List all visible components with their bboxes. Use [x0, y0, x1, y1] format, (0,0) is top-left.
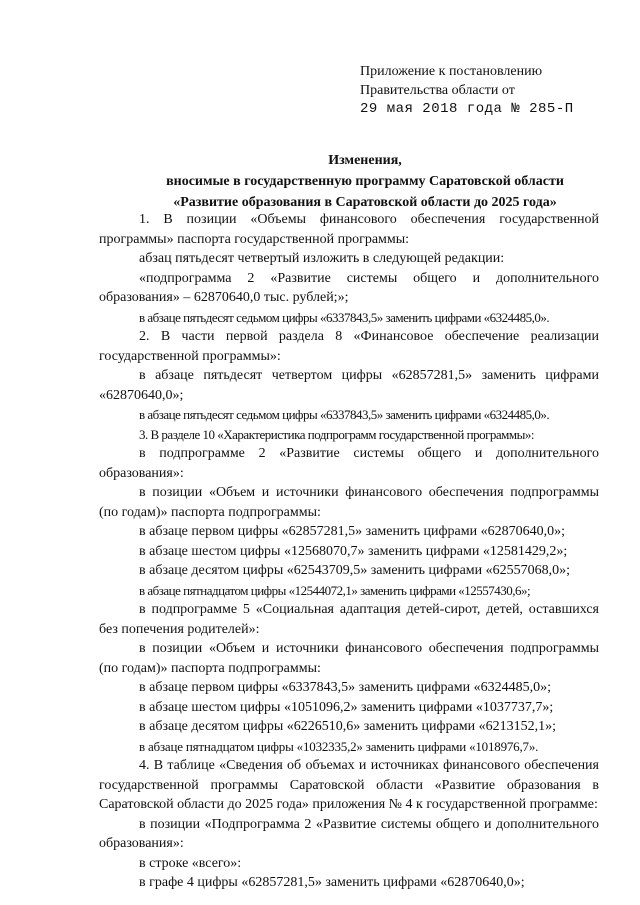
appendix-date-number: 29 мая 2018 года № 285-П [360, 101, 574, 117]
title-line-1: Изменения, [328, 153, 402, 168]
paragraph: в позиции «Объем и источники финансового обеспечения подпрограммы (по годам)» паспорта подпрограммы: [99, 485, 599, 520]
paragraph: 2. В части первой раздела 8 «Финансовое обеспечение реализации государственной программы»: [99, 329, 599, 364]
paragraph: в позиции «Объем и источники финансового обеспечения подпрограммы (по годам)» паспорта подпрограммы: [99, 641, 599, 676]
title-line-3: «Развитие образования в Саратовской области до 2025 года» [173, 195, 557, 210]
paragraph: 1. В позиции «Объемы финансового обеспечения государственной программы» паспорта государственной программы: [99, 212, 599, 247]
document-body [99, 210, 599, 893]
appendix-line-1: Приложение к постановлению [360, 64, 543, 79]
paragraph: в абзаце десятом цифры «62543709,5» заменить цифрами «62557068,0»; [139, 563, 571, 578]
paragraph: в абзаце шестом цифры «12568070,7» заменить цифрами «12581429,2»; [139, 543, 568, 559]
appendix-line-2: Правительства области от [360, 83, 515, 98]
paragraph: 3. В разделе 10 «Характеристика подпрограмм государственной программы»: [139, 426, 534, 442]
paragraph: в подпрограмме 2 «Развитие системы общего и дополнительного образования»: [99, 446, 599, 481]
paragraph: в абзаце пятнадцатом цифры «1032335,2» заменить цифрами «1018976,7». [139, 738, 539, 754]
paragraph: в подпрограмме 5 «Социальная адаптация детей-сирот, детей, оставшихся без попечения родителей»: [99, 602, 599, 637]
appendix-note [360, 62, 574, 119]
paragraph: в абзаце пятьдесят седьмом цифры «6337843,5» заменить цифрами «6324485,0». [139, 407, 550, 422]
paragraph: в абзаце десятом цифры «6226510,6» заменить цифрами «6213152,1»; [139, 719, 557, 734]
paragraph: в абзаце первом цифры «6337843,5» заменить цифрами «6324485,0»; [139, 680, 551, 695]
paragraph: в позиции «Подпрограмма 2 «Развитие системы общего и дополнительного образования»: [99, 816, 599, 851]
paragraph: в абзаце первом цифры «62857281,5» заменить цифрами «62870640,0»; [139, 524, 565, 539]
paragraph: в абзаце шестом цифры «1051096,2» заменить цифрами «1037737,7»; [139, 699, 554, 715]
paragraph: в абзаце пятнадцатом цифры «12544072,1» заменить цифрами «12557430,6»; [139, 582, 531, 598]
paragraph: в абзаце пятьдесят четвертом цифры «62857281,5» заменить цифрами «62870640,0»; [99, 368, 599, 403]
title-line-2: вносимые в государственную программу Саратовской области [166, 174, 564, 189]
paragraph: в абзаце пятьдесят седьмом цифры «6337843,5» заменить цифрами «6324485,0». [139, 309, 550, 325]
paragraph: в графе 4 цифры «62857281,5» заменить цифрами «62870640,0»; [139, 875, 525, 890]
paragraph: абзац пятьдесят четвертый изложить в следующей редакции: [139, 251, 505, 266]
document-title [60, 150, 640, 213]
paragraph: в строке «всего»: [139, 855, 242, 871]
paragraph: «подпрограмма 2 «Развитие системы общего и дополнительного образования» – 62870640,0 тыс. рублей;»; [99, 270, 599, 305]
paragraph: 4. В таблице «Сведения об объемах и источниках финансового обеспечения государственной программы Саратовской области «Развитие образования в Саратовской области до 2025 года» приложения № 4 к государственной программе: [99, 758, 599, 812]
